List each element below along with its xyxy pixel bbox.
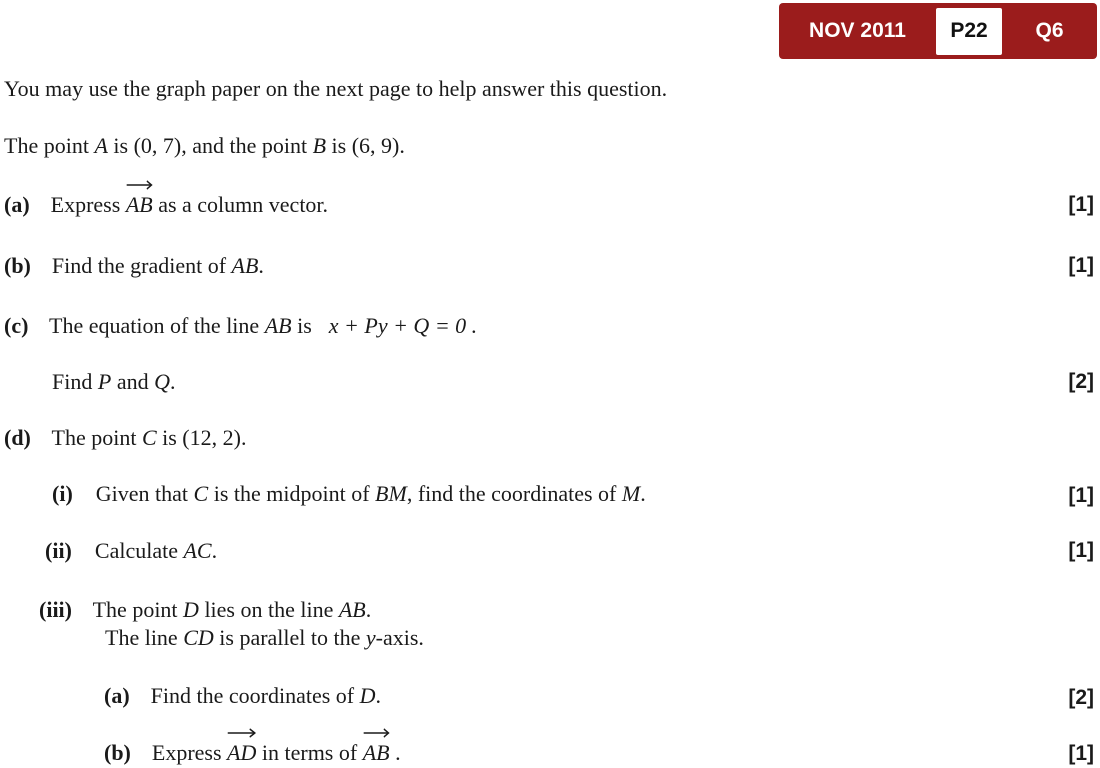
part-b: (b) Find the gradient of AB.	[4, 253, 264, 278]
part-d-iii-label: (iii)	[39, 597, 72, 622]
part-c-find: Find P and Q.	[52, 369, 176, 394]
part-b-label: (b)	[4, 253, 31, 278]
mark-d-ii: [1]	[1068, 539, 1094, 562]
part-d-label: (d)	[4, 425, 31, 450]
part-a: (a) Express AB as a column vector.	[4, 192, 328, 218]
mark-d-iii-b: [1]	[1068, 742, 1094, 765]
part-d-iii: (iii) The point D lies on the line AB.	[39, 597, 372, 622]
part-d-i-label: (i)	[52, 481, 73, 506]
vector-ad: AD	[227, 740, 256, 766]
part-d-iii-a-label: (a)	[104, 683, 130, 708]
paper-label: P22	[936, 8, 1002, 55]
mark-d-i: [1]	[1068, 484, 1094, 507]
session-label: NOV 2011	[809, 19, 906, 42]
question-badge	[779, 3, 1097, 59]
line-equation: x + Py + Q = 0 .	[328, 313, 478, 338]
mark-a: [1]	[1068, 193, 1094, 216]
vector-ab-2: AB	[363, 740, 390, 766]
part-d-iii-b-label: (b)	[104, 740, 131, 765]
part-a-label: (a)	[4, 192, 30, 217]
given-points: The point A is (0, 7), and the point B is (6, 9).	[4, 133, 405, 158]
part-d-i: (i) Given that C is the midpoint of BM, find the coordinates of M.	[52, 481, 646, 506]
part-c: (c) The equation of the line AB is x + Py + Q = 0 .	[4, 313, 478, 338]
vector-arrow-icon	[227, 728, 256, 738]
part-d-iii-a: (a) Find the coordinates of D.	[104, 683, 382, 708]
part-d-iii-b: (b) Express AD in terms of AB .	[104, 740, 401, 766]
vector-arrow-icon	[363, 728, 390, 738]
part-c-label: (c)	[4, 313, 29, 338]
mark-b: [1]	[1068, 254, 1094, 277]
part-d-ii: (ii) Calculate AC.	[45, 538, 218, 563]
part-d-iii-line2: The line CD is parallel to the y-axis.	[105, 625, 424, 650]
vector-ab: AB	[126, 192, 153, 218]
mark-c: [2]	[1068, 370, 1094, 393]
part-d: (d) The point C is (12, 2).	[4, 425, 247, 450]
mark-d-iii-a: [2]	[1068, 686, 1094, 709]
question-number: Q6	[1035, 19, 1064, 42]
intro-text: You may use the graph paper on the next page to help answer this question.	[4, 76, 668, 101]
part-d-ii-label: (ii)	[45, 538, 72, 563]
vector-arrow-icon	[126, 180, 153, 190]
